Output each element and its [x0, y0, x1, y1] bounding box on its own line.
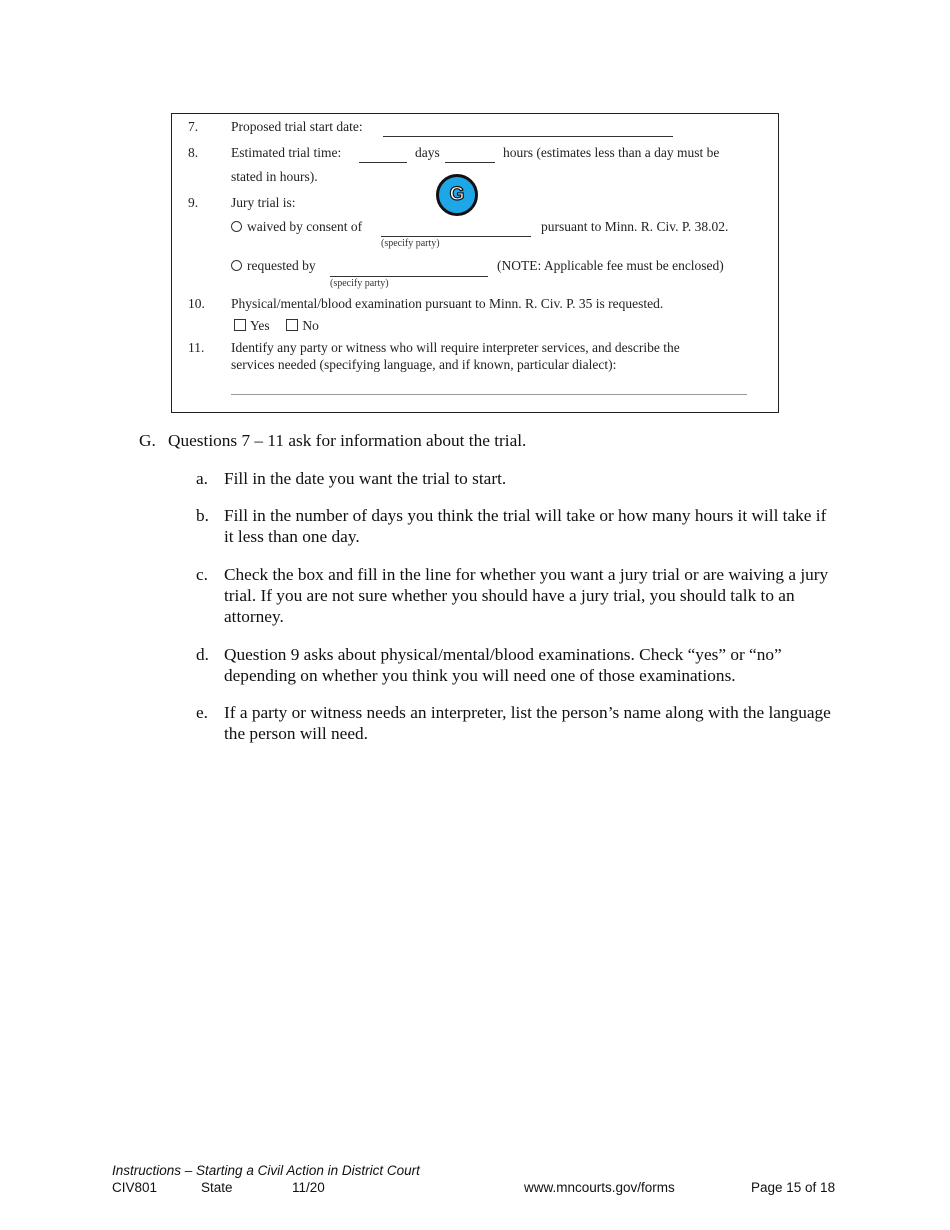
requested-radio-icon [231, 260, 242, 271]
requested-party-line [330, 276, 488, 277]
footer-form-code: CIV801 [112, 1180, 158, 1195]
list-item-text: Check the box and fill in the line for whether you want a jury trial or are waiving a jury trial. If you are not sure whether you should have a jury trial, you should talk to an attorney. [224, 565, 829, 626]
no-label: No [302, 318, 319, 333]
requested-option [231, 258, 316, 274]
list-item-letter: d. [196, 645, 209, 664]
footer-jurisdiction: State [201, 1180, 233, 1195]
section-heading [139, 430, 526, 451]
waived-radio-icon [231, 221, 242, 232]
trial-start-date-label: Proposed trial start date: [231, 119, 363, 134]
interpreter-label-line1: Identify any party or witness who will require interpreter services, and describe the [231, 340, 680, 355]
examination-label: Physical/mental/blood examination pursuant to Minn. R. Civ. P. 35 is requested. [231, 296, 664, 311]
question-number: 11. [188, 340, 205, 355]
list-item [196, 702, 836, 744]
question-number: 10. [188, 296, 205, 311]
yes-label: Yes [250, 318, 270, 333]
list-item [196, 468, 836, 489]
trial-start-date-line [383, 136, 673, 137]
yes-checkbox-icon [234, 319, 246, 331]
footer-url: www.mncourts.gov/forms [524, 1180, 675, 1195]
days-label: days [415, 145, 440, 160]
waived-pursuant-text: pursuant to Minn. R. Civ. P. 38.02. [541, 219, 729, 234]
days-line [359, 162, 407, 163]
waived-label: waived by consent of [247, 219, 363, 234]
list-item-text: Fill in the date you want the trial to start. [224, 469, 507, 488]
list-item [196, 564, 836, 627]
list-item [196, 505, 836, 547]
list-item-text: If a party or witness needs an interpreter, list the person’s name along with the language the person will need. [224, 703, 831, 743]
specify-party-caption: (specify party) [381, 238, 440, 249]
waived-party-line [381, 236, 531, 237]
no-checkbox-icon [286, 319, 298, 331]
list-item-letter: c. [196, 565, 208, 584]
fee-note: (NOTE: Applicable fee must be enclosed) [497, 258, 724, 273]
requested-label: requested by [247, 258, 316, 273]
trial-time-label: Estimated trial time: [231, 145, 342, 160]
interpreter-line [231, 394, 747, 395]
footer-revision-date: 11/20 [292, 1180, 325, 1195]
section-heading-text: Questions 7 – 11 ask for information about the trial. [168, 431, 527, 450]
list-item-text: Question 9 asks about physical/mental/blood examinations. Check “yes” or “no” depending on whether you think you will need one of those examinations. [224, 645, 782, 685]
question-number: 7. [188, 119, 199, 134]
hours-label-continued: stated in hours). [231, 169, 318, 184]
interpreter-label-line2: services needed (specifying language, and if known, particular dialect): [231, 357, 617, 372]
question-number: 9. [188, 195, 199, 210]
footer-page-number: Page 15 of 18 [751, 1180, 836, 1195]
specify-party-caption: (specify party) [330, 278, 389, 289]
hours-label: hours (estimates less than a day must be [503, 145, 720, 160]
footer-document-title: Instructions – Starting a Civil Action in District Court [112, 1163, 420, 1178]
examination-choices [234, 318, 319, 334]
list-item-letter: a. [196, 469, 208, 488]
section-heading-label: G. [139, 431, 156, 450]
g-callout-badge-icon [436, 174, 478, 216]
list-item-letter: b. [196, 506, 209, 525]
question-number: 8. [188, 145, 199, 160]
badge-letter: G [449, 184, 465, 205]
jury-trial-label: Jury trial is: [231, 195, 296, 210]
hours-line [445, 162, 495, 163]
waived-option [231, 219, 362, 235]
list-item-text: Fill in the number of days you think the trial will take or how many hours it will take if it less than one day. [224, 506, 827, 546]
form-excerpt-box [171, 113, 779, 413]
list-item-letter: e. [196, 703, 208, 722]
list-item [196, 644, 836, 686]
